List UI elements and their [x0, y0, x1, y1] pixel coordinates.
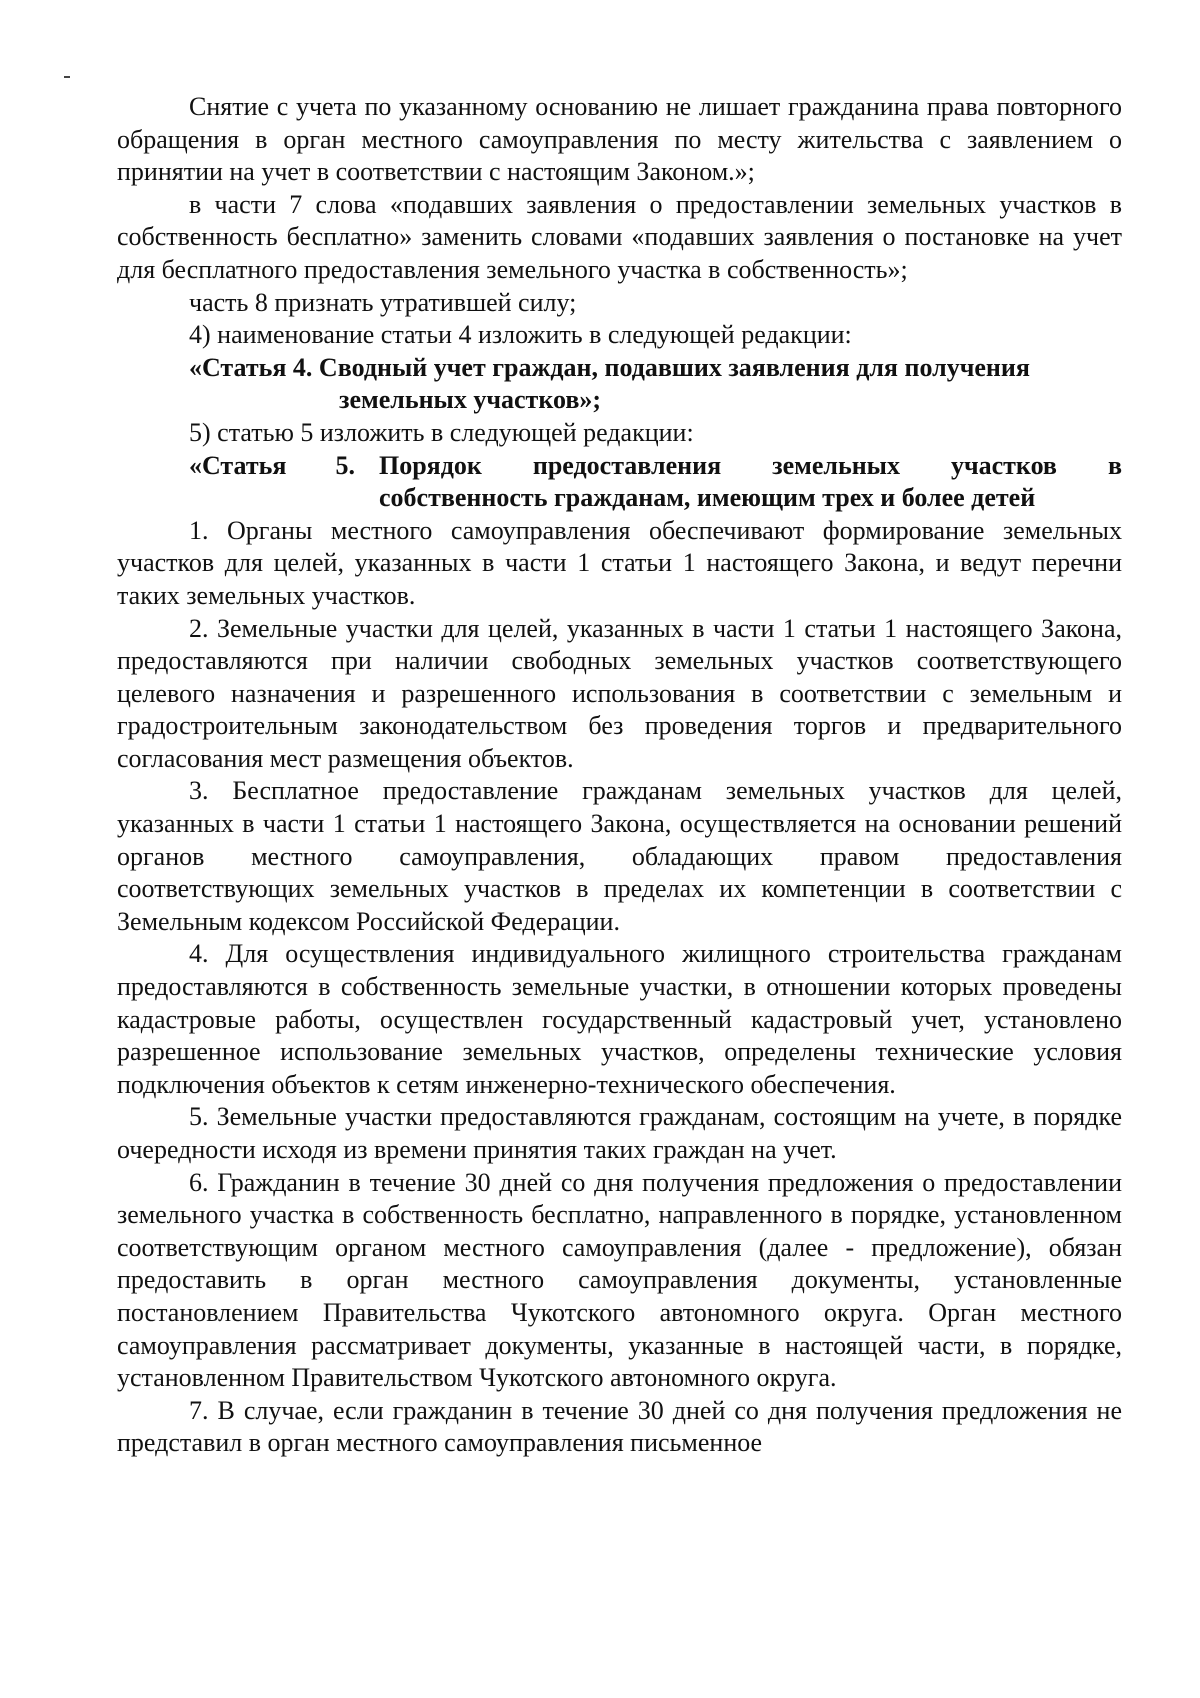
clause-1: 1. Органы местного самоуправления обеспечивают формирование земельных участков для целей, указанных в части 1 статьи 1 настоящего Закона, и ведут перечни таких земельных участков.: [117, 515, 1122, 610]
clause-4: 4. Для осуществления индивидуального жилищного строительства гражданам предоставляются в собственность земельные участки, в отношении которых проведены кадастровые работы, осуществлен государственный кадастровый учет, установлено разрешенное использование земельных участков, определены технические условия подключения объектов к сетям инженерно-технического обеспечения.: [117, 939, 1122, 1099]
article-5-title: [379, 450, 1122, 515]
article-5-number: 5.: [335, 450, 355, 480]
clause-6: 6. Гражданин в течение 30 дней со дня получения предложения о предоставлении земельного участка в собственность бесплатно, направленного в порядке, установленном соответствующим органом местного самоуправления (далее - предложение), обязан предоставить в орган местного самоуправления документы, установленные постановлением Правительства Чукотского автономного округа. Орган местного самоуправления рассматривает документы, указанные в настоящей части, в порядке, установленном Правительством Чукотского автономного округа.: [117, 1167, 1122, 1393]
article-4-heading-line1: «Статья 4. Сводный учет граждан, подавших заявления для получения: [189, 352, 1030, 382]
document-page: [117, 91, 1122, 1460]
article-5-prefix: «Статья: [189, 450, 287, 480]
paragraph-part-8-repeal: часть 8 признать утратившей силу;: [189, 287, 577, 317]
article-4-heading-line2: земельных участков»;: [339, 385, 602, 415]
paragraph-item-5: 5) статью 5 изложить в следующей редакции:: [189, 417, 694, 447]
paragraph-deregistration-note: Снятие с учета по указанному основанию не лишает гражданина права повторного обращения в орган местного самоуправления по месту жительства с заявлением о принятии на учет в соответствии с настоящим Законом.»;: [117, 92, 1122, 187]
article-5-title-line1: Порядок предоставления земельных участков в: [379, 450, 1122, 480]
article-5-heading: [117, 450, 1122, 515]
clause-7: 7. В случае, если гражданин в течение 30 дней со дня получения предложения не представил в орган местного самоуправления письменное: [117, 1395, 1122, 1458]
clause-5: 5. Земельные участки предоставляются гражданам, состоящим на учете, в порядке очередности исходя из времени принятия таких граждан на учет.: [117, 1102, 1122, 1164]
article-5-heading-lead: [189, 450, 379, 515]
clause-3: 3. Бесплатное предоставление гражданам земельных участков для целей, указанных в части 1 статьи 1 настоящего Закона, осуществляется на основании решений органов местного самоуправления, обладающих правом предоставления соответствующих земельных участков в пределах их компетенции в соответствии с Земельным кодексом Российской Федерации.: [117, 776, 1122, 936]
paragraph-part-7-amendment: в части 7 слова «подавших заявления о предоставлении земельных участков в собственность бесплатно» заменить словами «подавших заявления о постановке на учет для бесплатного предоставления земельного участка в собственность»;: [117, 189, 1122, 284]
article-4-heading: [117, 352, 1122, 417]
article-5-title-line2: собственность гражданам, имеющим трех и более детей: [379, 483, 1036, 513]
scan-artifact-mark: [64, 76, 70, 78]
clause-2: 2. Земельные участки для целей, указанных в части 1 статьи 1 настоящего Закона, предоставляются при наличии свободных земельных участков соответствующего целевого назначения и разрешенного использования в соответствии с земельным и градостроительным законодательством без проведения торгов и предварительного согласования мест размещения объектов.: [117, 613, 1122, 773]
paragraph-item-4: 4) наименование статьи 4 изложить в следующей редакции:: [189, 320, 852, 350]
